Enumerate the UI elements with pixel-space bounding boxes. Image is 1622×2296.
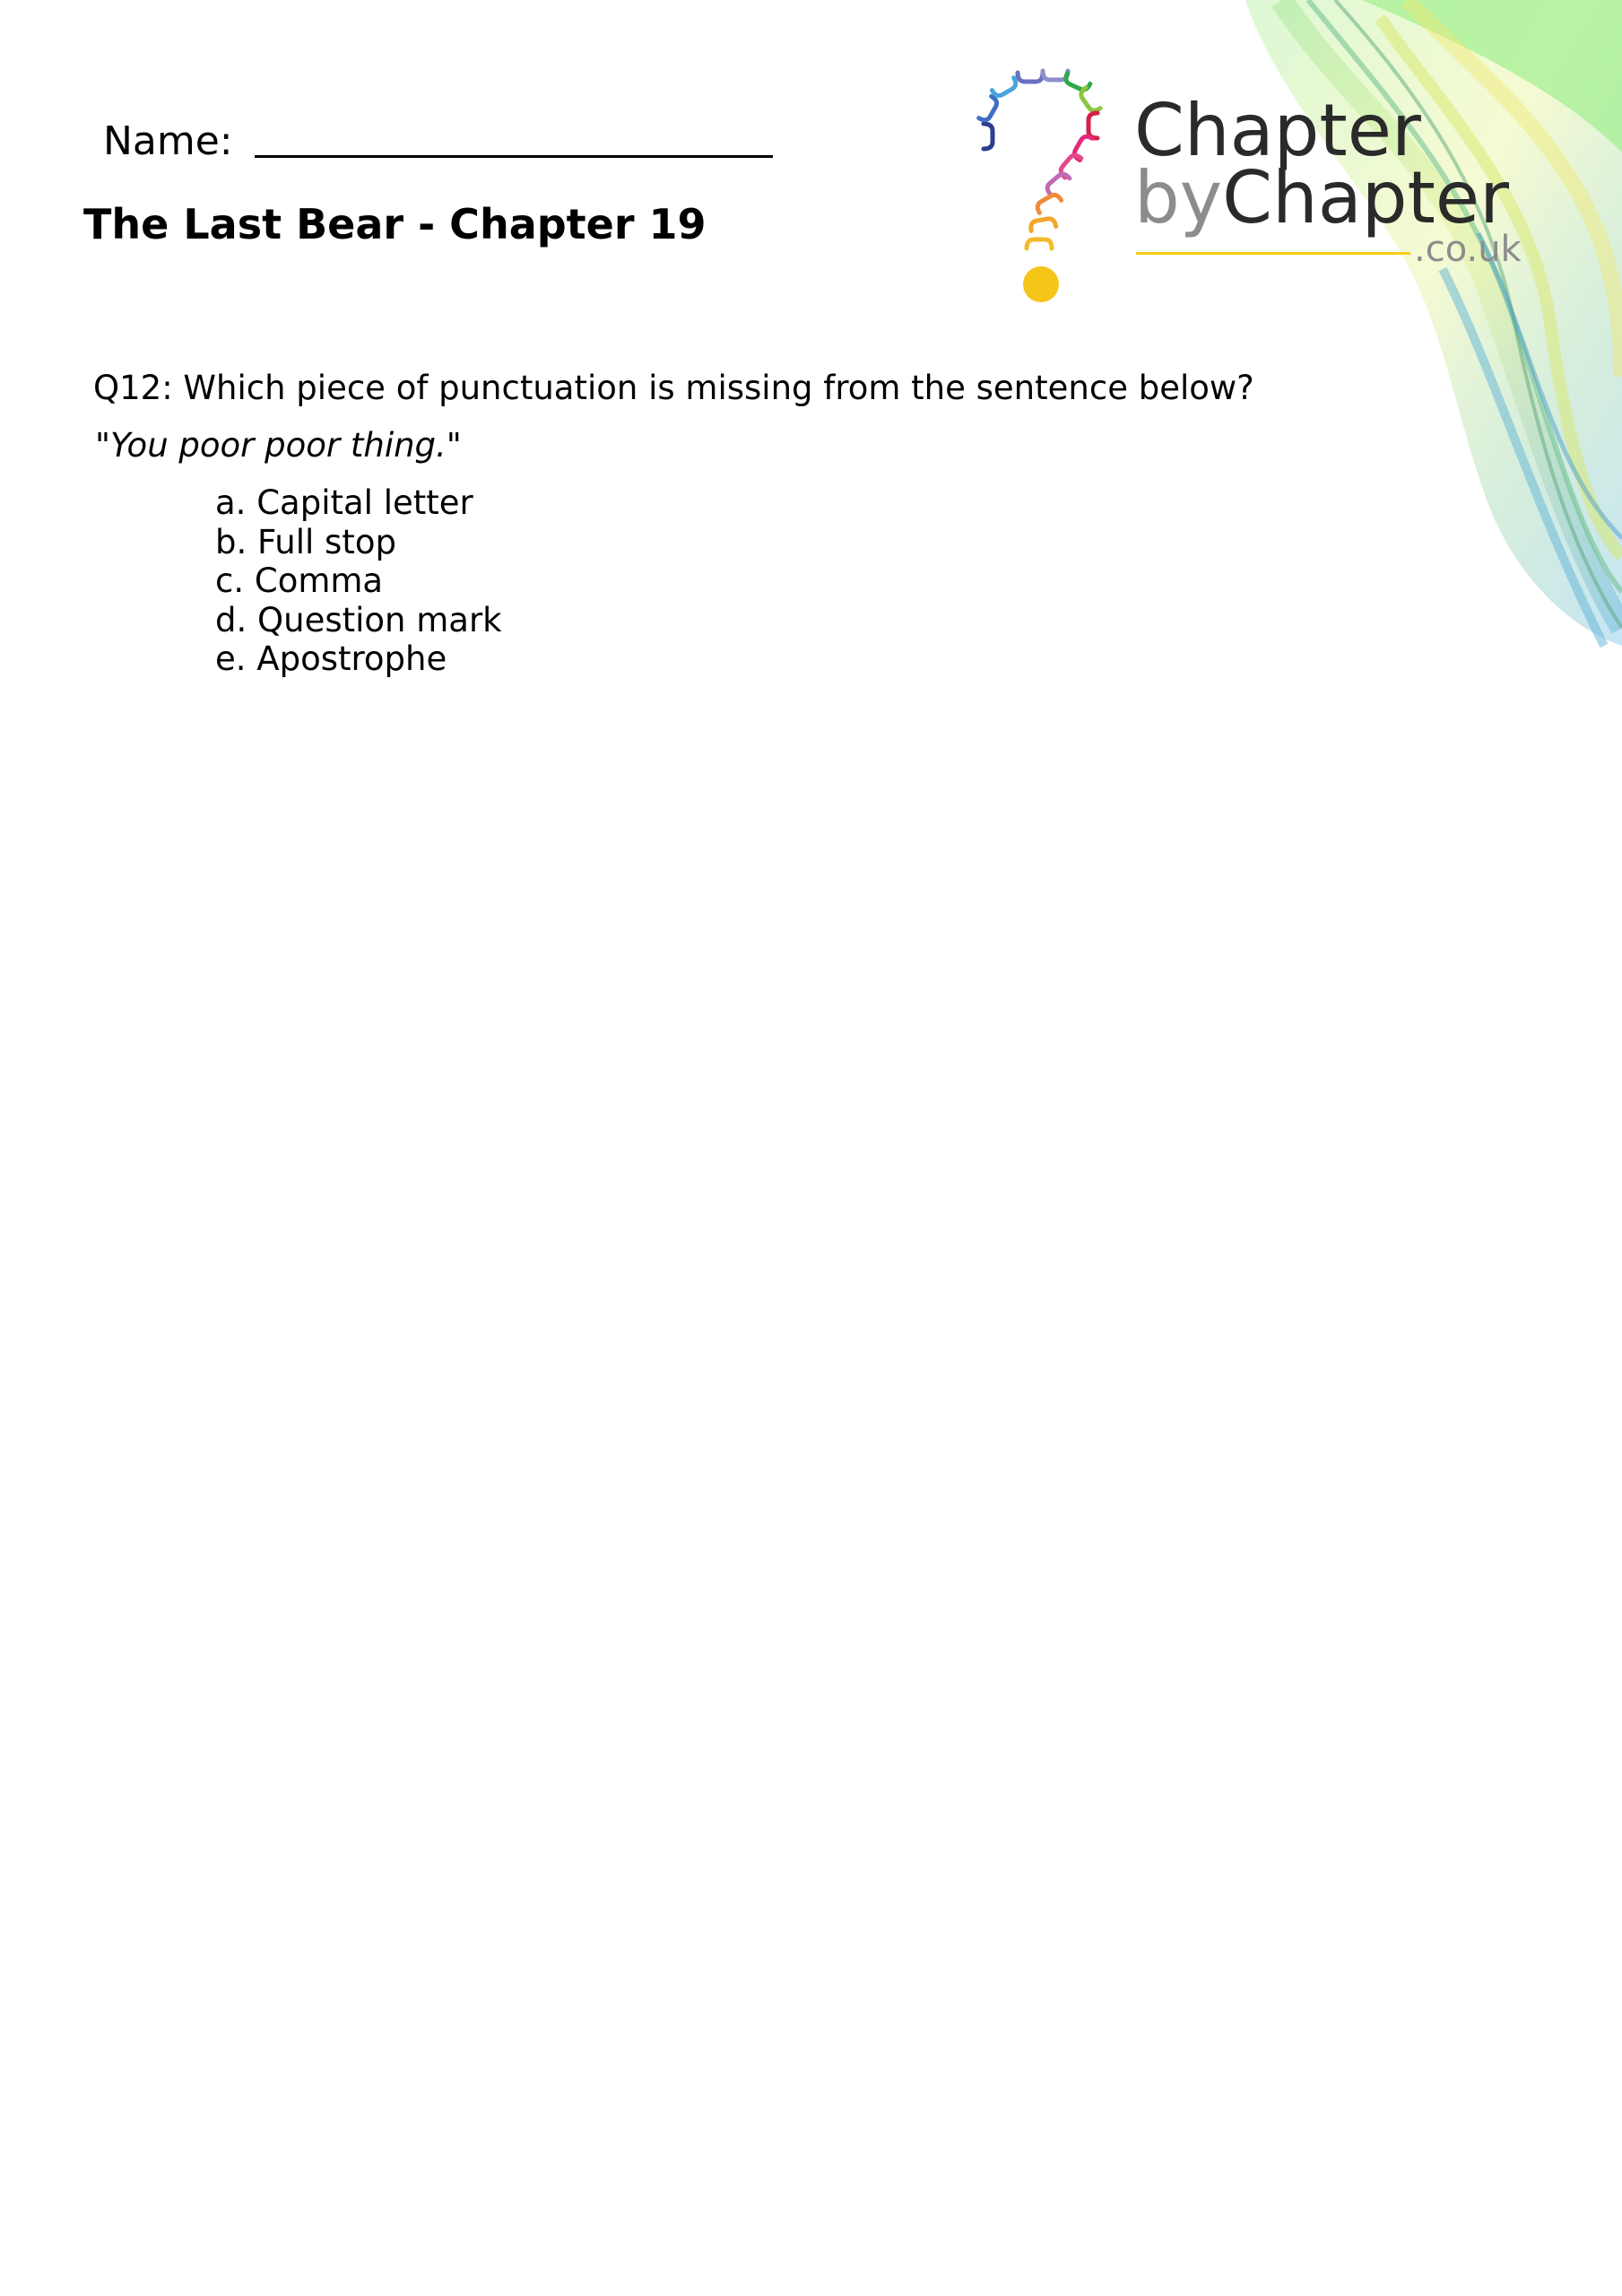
answer-option-e[interactable]: e. Apostrophe [215,639,447,678]
logo-word-bychapter [1134,157,1509,239]
logo-chapter: Chapter [1222,156,1509,239]
chapter-by-chapter-logo [964,49,1538,318]
question-quote: "You poor poor thing." [95,426,462,465]
worksheet-title: The Last Bear - Chapter 19 [83,200,707,248]
name-input-line[interactable] [255,121,773,158]
logo-underline [1136,252,1410,255]
logo-domain: .co.uk [1414,229,1522,270]
answer-option-b[interactable]: b. Full stop [215,522,396,561]
answer-options [215,483,502,679]
logo-word-chapter: Chapter [1134,89,1421,172]
answer-option-c[interactable]: c. Comma [215,561,384,600]
logo-by: by [1134,156,1223,239]
answer-option-d[interactable]: d. Question mark [215,600,502,639]
name-row [103,117,773,167]
question-mark-books-icon [964,49,1143,318]
question-prompt: Q12: Which piece of punctuation is missing from the sentence below? [93,369,1254,407]
name-label: Name: [103,118,233,164]
answer-option-a[interactable]: a. Capital letter [215,483,473,522]
